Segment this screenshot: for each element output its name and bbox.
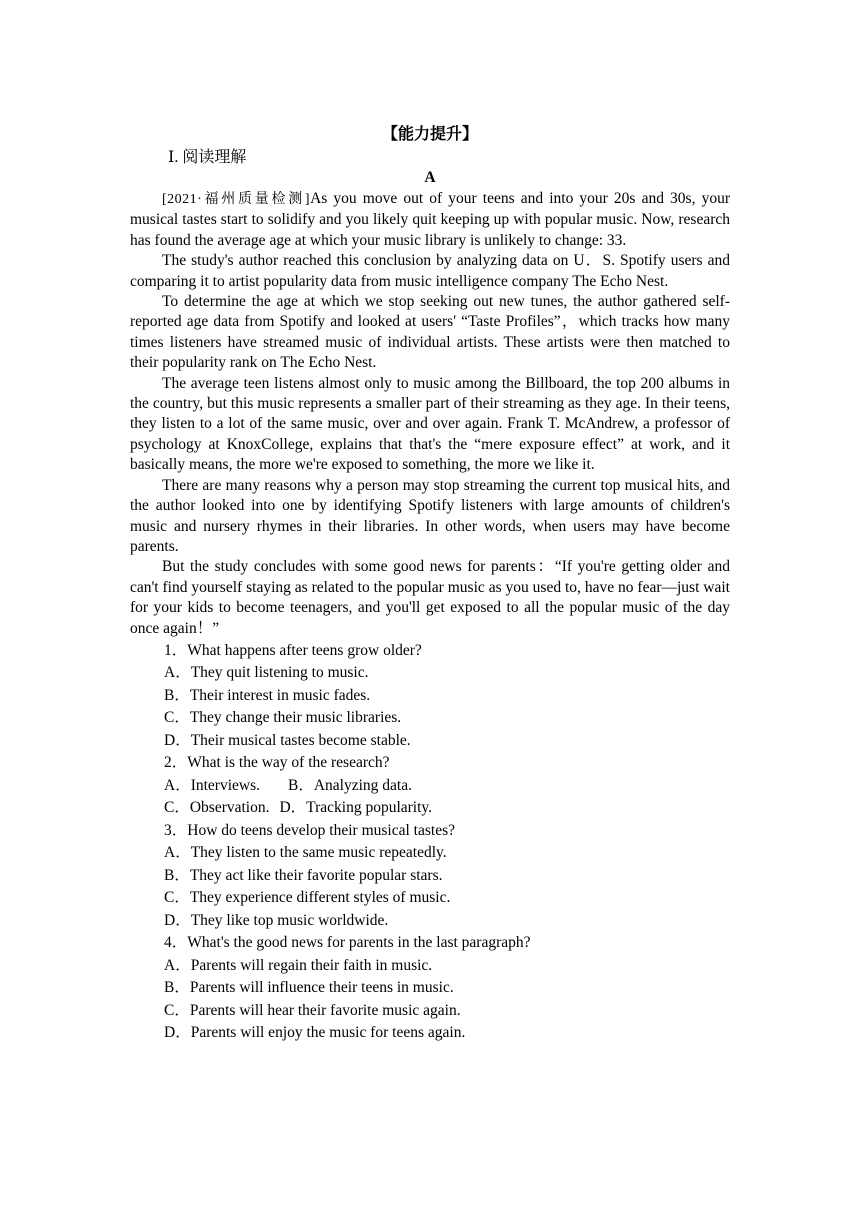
question-1 (130, 640, 730, 753)
paragraph-4: The average teen listens almost only to music among the Billboard, the top 200 albums in the country, but this music represents a smaller part of their streaming as they age. In their teens, they listen to a lot of the same music, over and over again. Frank T. McAndrew, a professor of psychology at KnoxCollege, explains that that's the “mere exposure effect” at work, and it basically means, the more we're exposed to something, the more we like it. (130, 374, 730, 474)
option-a: A．Interviews. (164, 776, 260, 794)
document-page (130, 125, 730, 1045)
paragraph-3: To determine the age at which we stop seeking out new tunes, the author gathered self-reported age data from Spotify and looked at users' “Taste Profiles”，which tracks how many times listeners have streamed music of individual artists. These artists were then matched to their popularity rank on The Echo Nest. (130, 293, 730, 372)
paragraph-1 (130, 189, 730, 251)
page-title: 【能力提升】 (381, 126, 478, 143)
paragraph-2: The study's author reached this conclusion by analyzing data on U．S. Spotify users and comparing it to artist popularity data from music intelligence company The Echo Nest. (130, 252, 730, 290)
option-c: C．Parents will hear their favorite music again. (164, 1001, 461, 1019)
question-4 (130, 932, 730, 1045)
question-stem: 4．What's the good news for parents in the last paragraph? (164, 934, 531, 952)
option-a: A．They listen to the same music repeatedly. (164, 844, 447, 862)
option-a: A．Parents will regain their faith in music. (164, 956, 433, 974)
paragraph-1-text: As you move out of your teens and into your 20s and 30s, your musical tastes start to solidify and you likely quit keeping up with popular music. Now, research has found the average age at which your music library is unlikely to change: 33. (130, 190, 730, 249)
section-heading: Ⅰ. 阅读理解 (168, 149, 247, 166)
option-row-1 (130, 775, 730, 798)
paragraph-6: But the study concludes with some good news for parents：“If you're getting older and can't find yourself staying as related to the popular music as you used to, have no fear—just wait for your kids to become teenagers, and you'll get exposed to all the popular music of the day once again！” (130, 558, 730, 637)
option-d: D．Tracking popularity. (279, 799, 433, 817)
passage-label: A (424, 169, 436, 186)
option-b: B．Parents will influence their teens in music. (164, 979, 454, 997)
option-b: B．They act like their favorite popular stars. (164, 866, 443, 884)
option-c: C．They experience different styles of music. (164, 889, 451, 907)
question-stem: 2．What is the way of the research? (164, 754, 390, 772)
option-d: D．Their musical tastes become stable. (164, 731, 411, 749)
question-stem: 1．What happens after teens grow older? (164, 641, 422, 659)
option-c: C．They change their music libraries. (164, 709, 402, 727)
question-2 (130, 752, 730, 820)
option-c: C．Observation. (164, 799, 270, 817)
option-row-2 (130, 797, 730, 820)
question-stem: 3．How do teens develop their musical tastes? (164, 821, 455, 839)
paragraph-5: There are many reasons why a person may stop streaming the current top musical hits, and the author looked into one by identifying Spotify listeners with large amounts of children's music and nursery rhymes in their libraries. In other words, when users may have become parents. (130, 476, 730, 555)
option-a: A．They quit listening to music. (164, 664, 369, 682)
option-b: B．Their interest in music fades. (164, 686, 371, 704)
option-d: D．Parents will enjoy the music for teens again. (164, 1024, 466, 1042)
question-3 (130, 820, 730, 933)
source-tag: [2021·福州质量检测] (162, 192, 311, 207)
option-d: D．They like top music worldwide. (164, 911, 389, 929)
option-b: B．Analyzing data. (288, 776, 412, 794)
